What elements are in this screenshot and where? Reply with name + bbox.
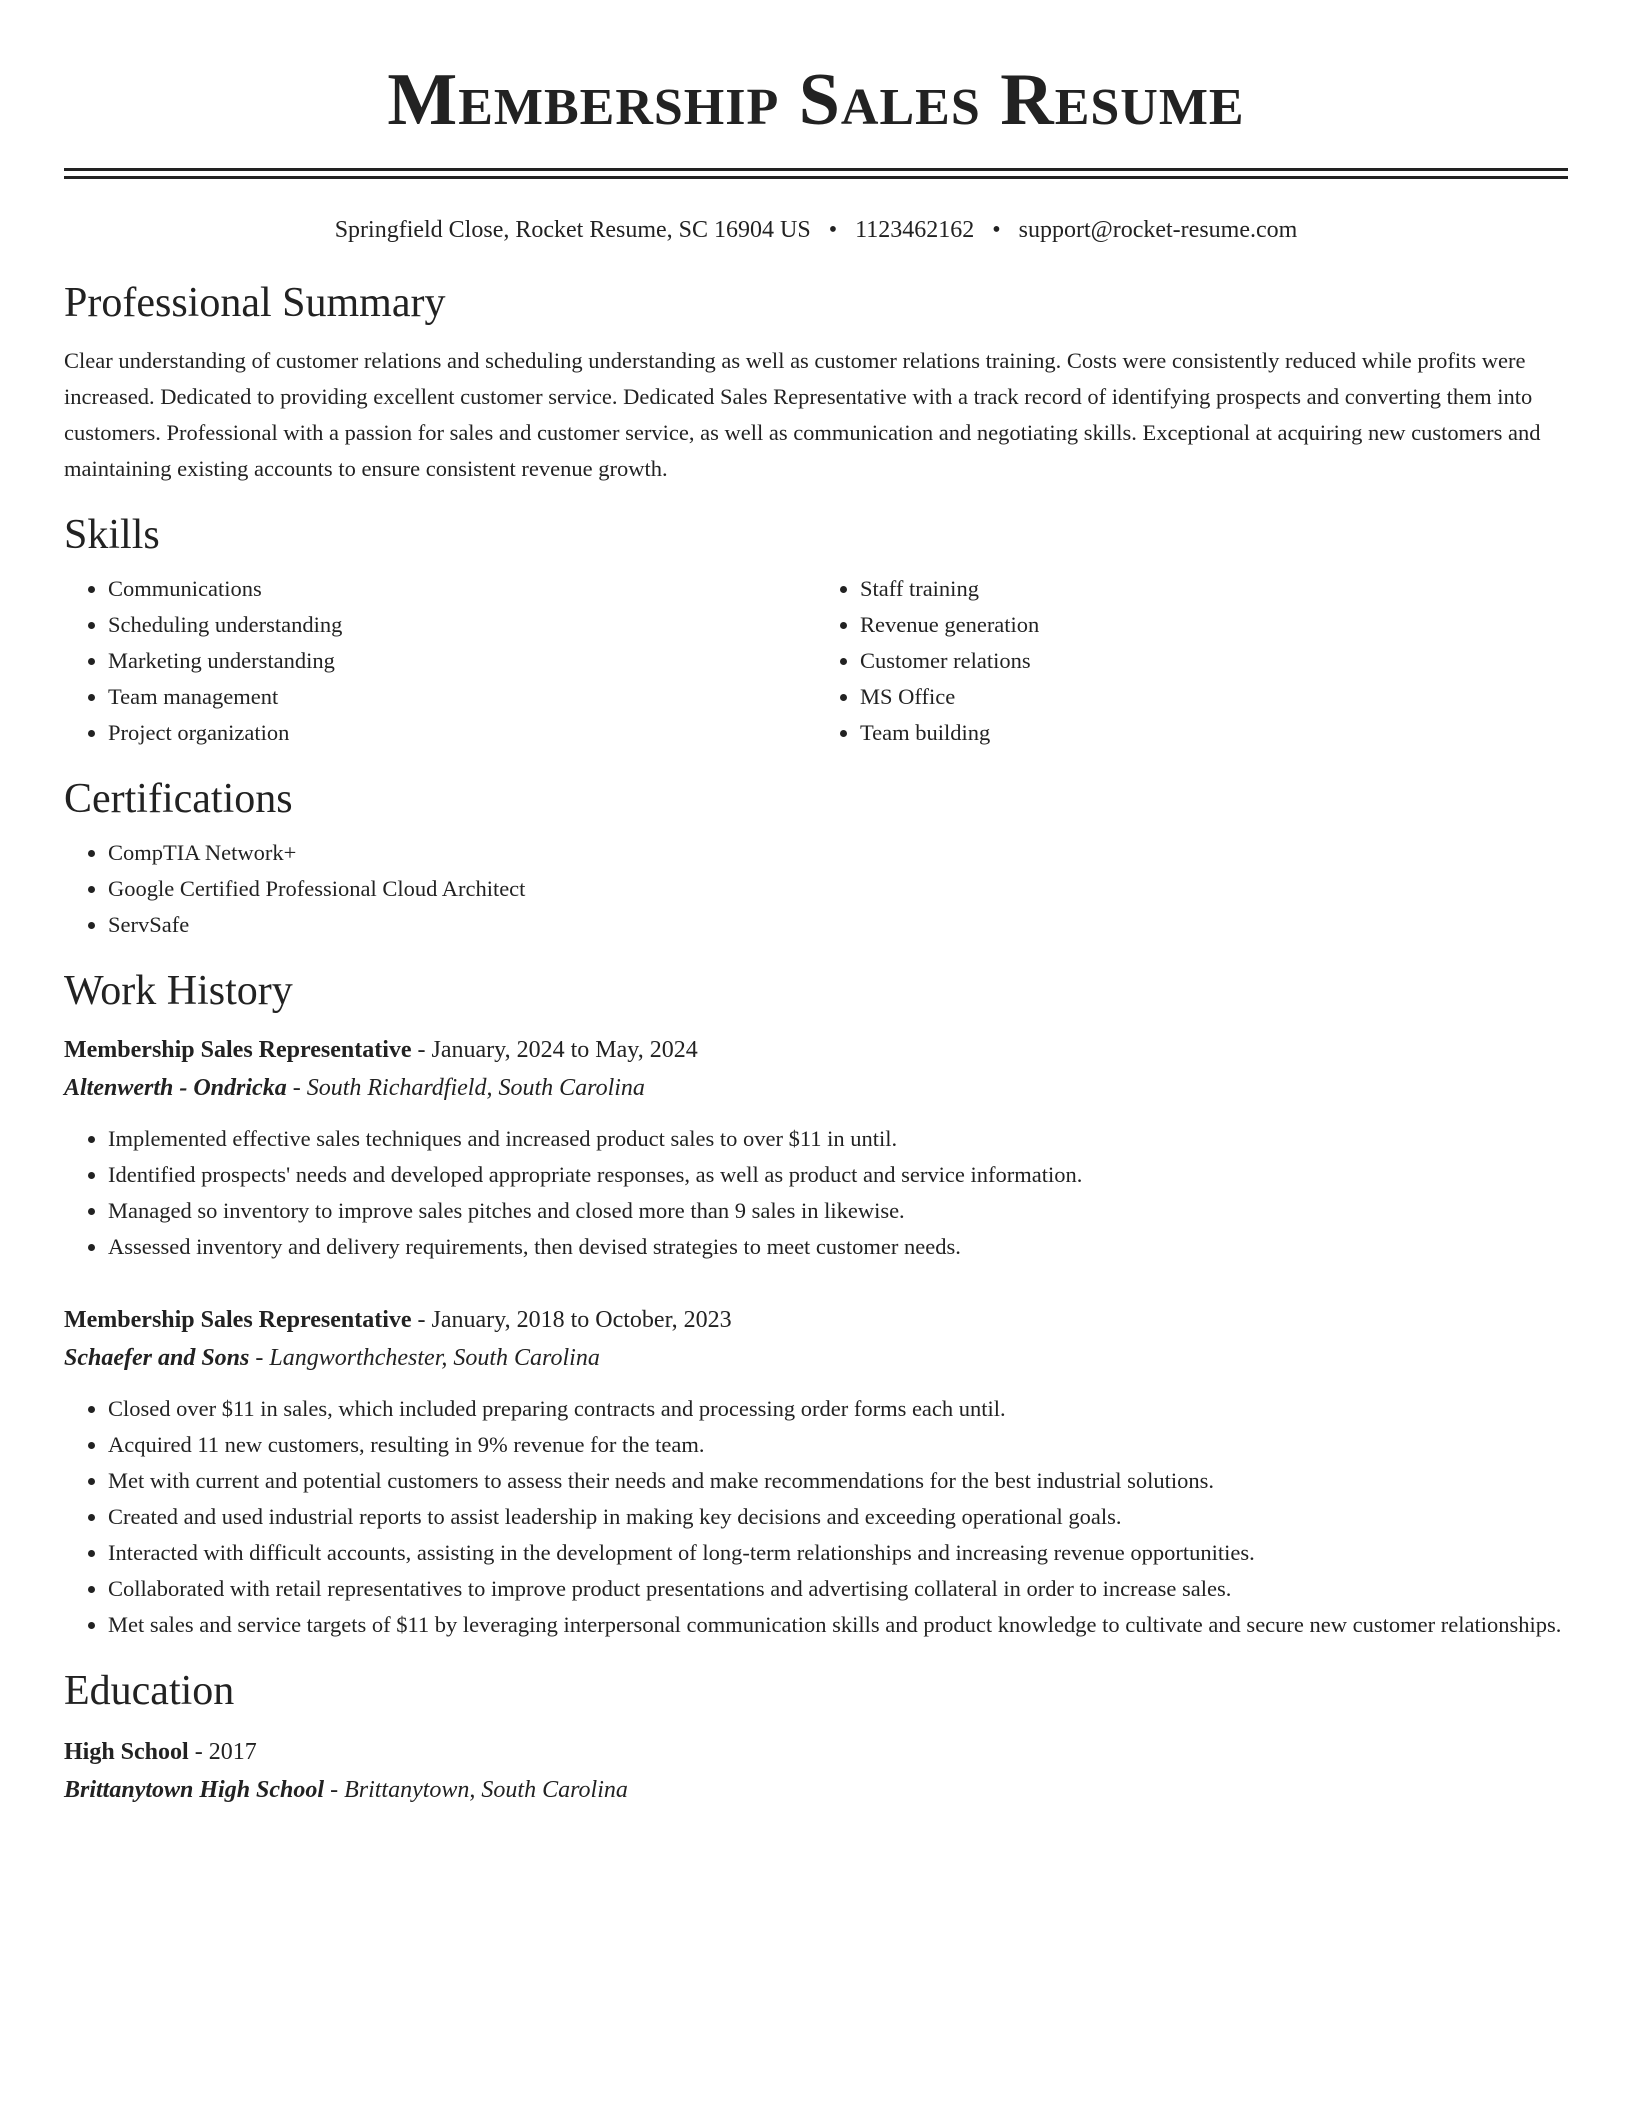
skill-item: • MS Office	[860, 679, 1568, 715]
certification-item: • ServSafe	[108, 907, 1568, 943]
skill-item: • Customer relations	[860, 643, 1568, 679]
job-dates: January, 2018 to October, 2023	[431, 1307, 732, 1333]
duty-item: • Acquired 11 new customers, resulting in 9% revenue for the team.	[108, 1427, 1568, 1463]
job-company-line: Altenwerth - Ondricka - South Richardfield, South Carolina	[64, 1075, 645, 1101]
summary-text: Clear understanding of customer relations and scheduling understanding as well as customer relations training. Costs were consistently reduced while profits were increased. Dedicated to providing excellent customer service. Dedicated Sales Representative with a track record of identifying prospects and converting them into customers. Professional with a passion for sales and customer service, as well as communication and negotiating skills. Exceptional at acquiring new customers and maintaining existing accounts to ensure consistent revenue growth.	[64, 348, 1541, 481]
education-school-line: Brittanytown High School - Brittanytown, South Carolina	[64, 1777, 628, 1803]
duty-item: • Met sales and service targets of $11 by leveraging interpersonal communication skills and product knowledge to cultivate and secure new customer relationships.	[108, 1607, 1568, 1643]
skill-item: • Revenue generation	[860, 607, 1568, 643]
certification-item: • CompTIA Network+	[108, 835, 1568, 871]
skills-grid	[64, 571, 1568, 751]
skills-section	[64, 509, 1568, 751]
job-duties	[64, 1121, 1568, 1265]
skill-item: • Project organization	[108, 715, 816, 751]
duty-item: • Met with current and potential customers to assess their needs and make recommendations for the best industrial solutions.	[108, 1463, 1568, 1499]
duty-item: • Implemented effective sales techniques and increased product sales to over $11 in until.	[108, 1121, 1568, 1157]
job-title: Membership Sales Representative	[64, 1307, 412, 1333]
certifications-list	[64, 835, 1568, 943]
skills-list-right	[816, 571, 1568, 751]
duty-item: • Closed over $11 in sales, which included preparing contracts and processing order forms each until.	[108, 1391, 1568, 1427]
duty-item: • Assessed inventory and delivery requirements, then devised strategies to meet customer needs.	[108, 1229, 1568, 1265]
education-year: 2017	[208, 1739, 257, 1765]
job-duties	[64, 1391, 1568, 1643]
education-degree: High School	[64, 1739, 189, 1765]
contact-separator: •	[992, 217, 1001, 243]
education-section	[64, 1665, 1568, 1809]
education-location: Brittanytown, South Carolina	[344, 1777, 628, 1803]
skills-list-left	[64, 571, 816, 751]
job-entry	[64, 1031, 1568, 1265]
job-header: Membership Sales Representative - January, 2018 to October, 2023	[64, 1307, 732, 1333]
contact-line	[64, 213, 1568, 247]
job-company: Schaefer and Sons	[64, 1345, 250, 1371]
skills-heading: Skills	[64, 512, 160, 558]
resume-title: Membership Sales Resume	[387, 59, 1245, 141]
job-entry	[64, 1301, 1568, 1643]
certification-item: • Google Certified Professional Cloud Architect	[108, 871, 1568, 907]
job-location: South Richardfield, South Carolina	[306, 1075, 645, 1101]
certifications-section	[64, 773, 1568, 943]
education-school: Brittanytown High School	[64, 1777, 325, 1803]
job-dates: January, 2024 to May, 2024	[431, 1037, 698, 1063]
job-header: Membership Sales Representative - January, 2024 to May, 2024	[64, 1037, 698, 1063]
duty-item: • Interacted with difficult accounts, assisting in the development of long-term relationships and increasing revenue opportunities.	[108, 1535, 1568, 1571]
work-heading: Work History	[64, 968, 293, 1014]
skill-item: • Team building	[860, 715, 1568, 751]
title-divider	[64, 168, 1568, 179]
contact-separator: •	[828, 217, 838, 243]
skill-item: • Scheduling understanding	[108, 607, 816, 643]
duty-item: • Identified prospects' needs and developed appropriate responses, as well as product and service information.	[108, 1157, 1568, 1193]
skill-item: • Communications	[108, 571, 816, 607]
skill-item: • Marketing understanding	[108, 643, 816, 679]
skill-item: • Team management	[108, 679, 816, 715]
summary-section	[64, 277, 1568, 487]
work-section	[64, 965, 1568, 1643]
job-company: Altenwerth - Ondricka	[64, 1075, 287, 1101]
certifications-heading: Certifications	[64, 776, 293, 822]
skill-item: • Staff training	[860, 571, 1568, 607]
summary-heading: Professional Summary	[64, 280, 446, 326]
duty-item: • Created and used industrial reports to assist leadership in making key decisions and exceeding operational goals.	[108, 1499, 1568, 1535]
job-title: Membership Sales Representative	[64, 1037, 412, 1063]
education-heading: Education	[64, 1668, 235, 1714]
contact-email: support@rocket-resume.com	[1018, 217, 1298, 243]
education-header: High School - 2017	[64, 1739, 257, 1765]
duty-item: • Managed so inventory to improve sales pitches and closed more than 9 sales in likewise.	[108, 1193, 1568, 1229]
contact-address: Springfield Close, Rocket Resume, SC 16904 US	[334, 217, 811, 243]
contact-phone: 1123462162	[855, 217, 975, 243]
duty-item: • Collaborated with retail representatives to improve product presentations and advertising collateral in order to increase sales.	[108, 1571, 1568, 1607]
job-location: Langworthchester, South Carolina	[269, 1345, 600, 1371]
job-company-line: Schaefer and Sons - Langworthchester, South Carolina	[64, 1345, 600, 1371]
